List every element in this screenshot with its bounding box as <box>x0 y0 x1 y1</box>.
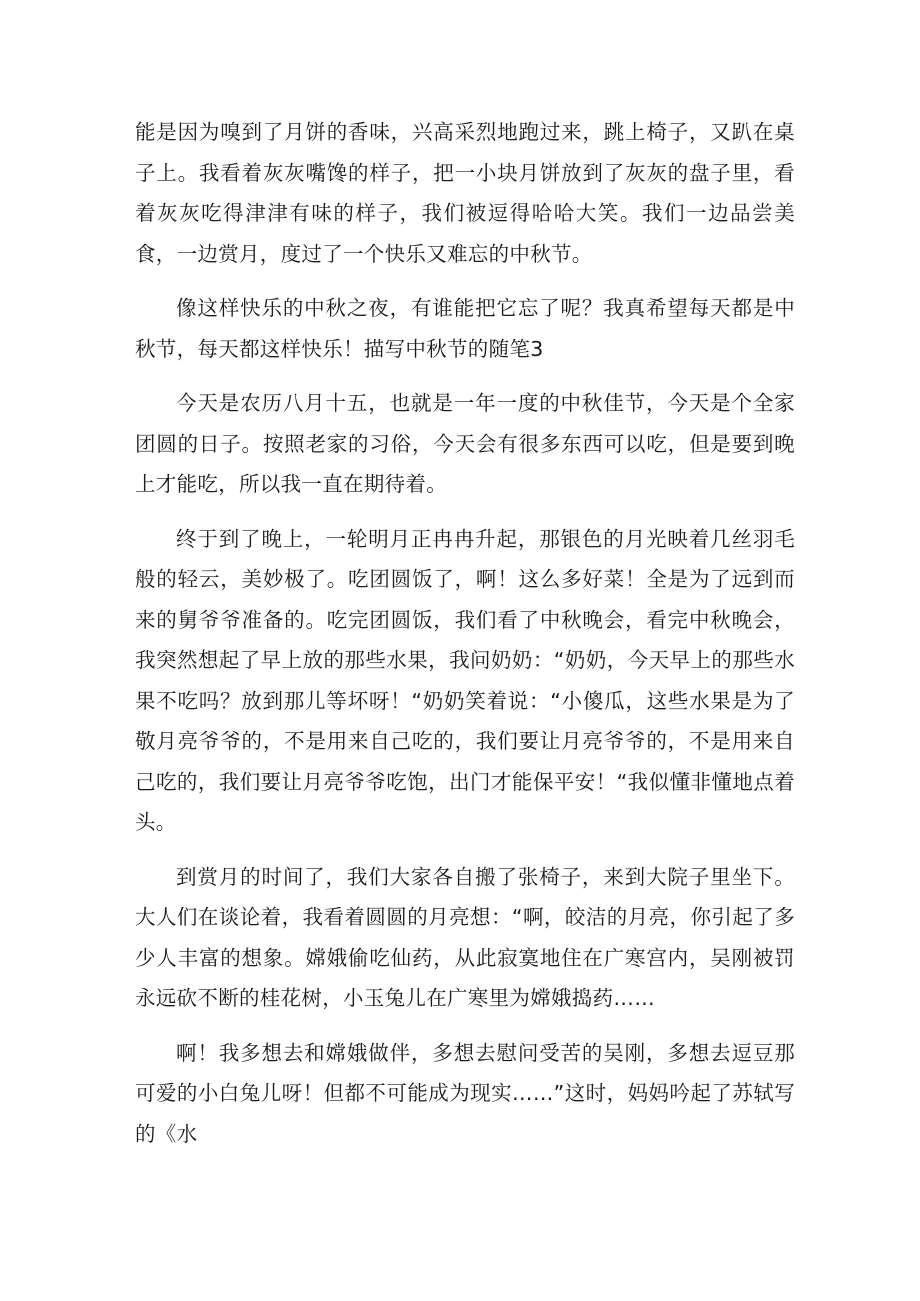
article-body <box>135 112 795 1168</box>
paragraph-6: 啊！我多想去和嫦娥做伴，多想去慰问受苦的吴刚，多想去逗豆那可爱的小白兔儿呀！但都不可能成为现实……”这时，妈妈吟起了苏轼写的《水 <box>135 1040 795 1146</box>
paragraph-2: 像这样快乐的中秋之夜，有谁能把它忘了呢？我真希望每天都是中秋节，每天都这样快乐！描写中秋节的随笔3 <box>135 296 795 361</box>
paragraph-3: 今天是农历八月十五，也就是一年一度的中秋佳节，今天是个全家团圆的日子。按照老家的习俗，今天会有很多东西可以吃，但是要到晚上才能吃，所以我一直在期待着。 <box>135 391 795 496</box>
paragraph-1: 能是因为嗅到了月饼的香味，兴高采烈地跑过来，跳上椅子，又趴在桌子上。我看着灰灰嘴馋的样子，把一小块月饼放到了灰灰的盘子里，看着灰灰吃得津津有味的样子，我们被逗得哈哈大笑。我们一边品尝美食，一边赏月，度过了一个快乐又难忘的中秋节。 <box>135 120 795 266</box>
paragraph-4: 终于到了晚上，一轮明月正冉冉升起，那银色的月光映着几丝羽毛般的轻云，美妙极了。吃团圆饭了，啊！这么多好菜！全是为了远到而来的舅爷爷准备的。吃完团圆饭，我们看了中秋晚会，看完中秋晚会，我突然想起了早上放的那些水果，我问奶奶：“奶奶，今天早上的那些水果不吃吗？放到那儿等坏呀！“奶奶笑着说：“小傻瓜，这些水果是为了敬月亮爷爷的，不是用来自己吃的，我们要让月亮爷爷的，不是用来自己吃的，我们要让月亮爷爷吃饱，出门才能保平安！“我似懂非懂地点着头。 <box>135 526 795 834</box>
paragraph-5: 到赏月的时间了，我们大家各自搬了张椅子，来到大院子里坐下。大人们在谈论着，我看着圆圆的月亮想：“啊，皎洁的月亮，你引起了多少人丰富的想象。嫦娥偷吃仙药，从此寂寞地住在广寒宫内，吴刚被罚永远砍不断的桂花树，小玉兔儿在广寒里为嫦娥捣药…… <box>135 864 795 1010</box>
